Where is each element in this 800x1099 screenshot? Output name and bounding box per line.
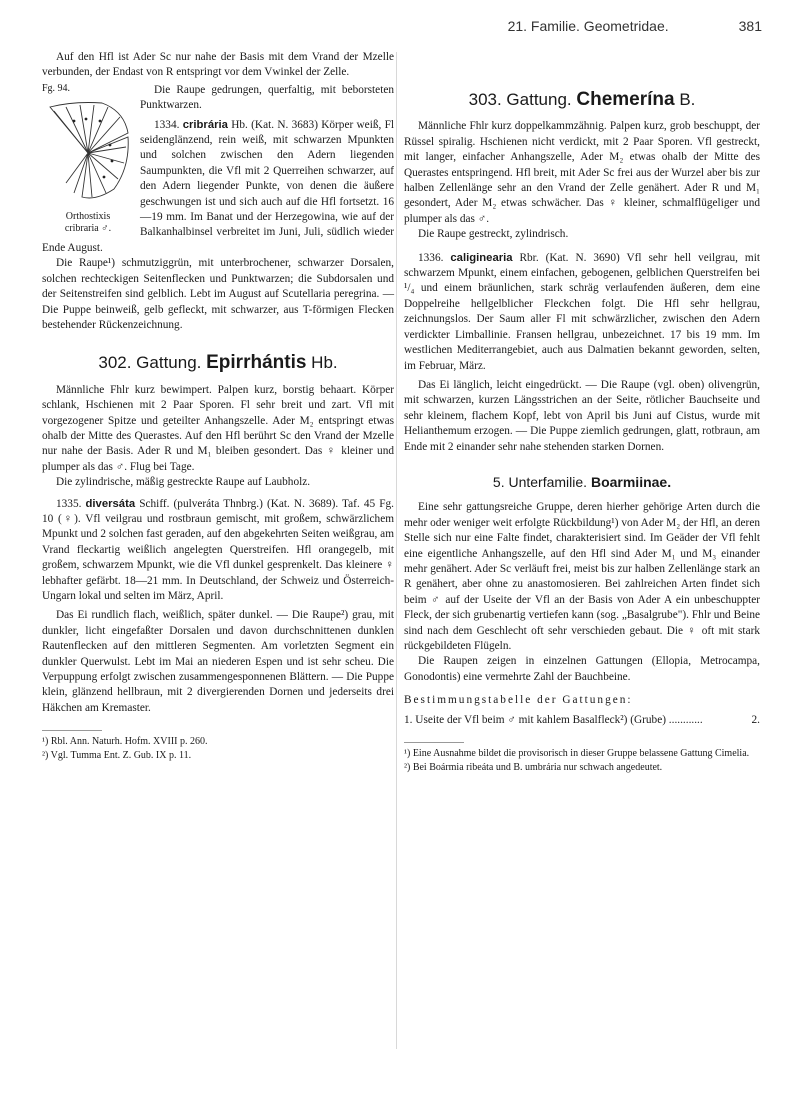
species-description: Hb. (Kat. N. 3683) Körper weiß, Fl seidenglänzend, rein weiß, mit schwarzen Mpunkten und solchen zwischen den Adern liegenden Saumpunkten, die Vfl mit 2 Querreihen schwarzer, auf den Adern liegender Punkte, von denen die äußere geschwungen ist und sich auch auf die Hfl fortsetzt. 16—19 mm. Im Banat und der Herzegowina, wie auf der Balkanhalbinsel verbreitet im Juni, Juli, südlich wieder Ende August. (42, 118, 395, 254)
genus-author: B. (679, 90, 696, 109)
subfamily-raupen: Die Raupen zeigen in einzelnen Gattungen (Ellopia, Metrocampa, Gonodontis) eine vermehrte Zahl der Bauchbeine. (404, 655, 760, 683)
key-row-text: 1. Useite der Vfl beim ♂ mit kahlem Basalfleck²) (Grube) ............ (404, 713, 703, 726)
raupe-intro: Die Raupe gedrungen, querfaltig, mit beborsteten Punktwarzen. (140, 83, 394, 112)
species-description: Schiff. (pulveráta Thnbrg.) (Kat. N. 3689). Taf. 45 Fg. 10 (♀). Vfl veilgrau und rostbraun gemischt, mit großem, schwärzlichem Mpunkt und 2 solchen fast geraden, auf den abgekehrten Seiten weißgrau, am Vrand fleckartig weißlich angelegten Querstreifen. Hfl orangegelb, mit großem, schwarzem Mpunkt, wie die Vfl dunkel gesprenkelt. Das kleinere ♀ lebhafter gefärbt. 18—21 mm. In Deutschland, der Schweiz und Österreich-Ungarn lokal und selten im März, April. (42, 497, 394, 602)
key-table-title: Bestimmungstabelle der Gattungen: (404, 694, 633, 707)
moth-wing-illustration (44, 97, 132, 209)
species-1334-raupe: Die Raupe¹) schmutziggrün, mit unterbrochener, schwarzer Dorsalen, solchen rechteckigen Seitenflecken und Punktwarzen; die Subdorsalen und der Seitenstreifen sind gelblich. Lebt im August auf Scutellaria peregrina. — Die Puppe beinweiß, gelb gefleckt, mit schwarzer, aus T-förmigen Flecken bestehender Rückenzeichnung. (42, 257, 394, 331)
left-column (42, 50, 394, 763)
page-number: 381 (738, 18, 762, 34)
figure-label: Fg. 94. (42, 82, 71, 94)
species-name: diversáta (85, 497, 136, 510)
species-number: 1334. (154, 118, 180, 131)
footnote-2: ²) Bei Boármia ribeáta und B. umbrária nur schwach angedeutet. (404, 762, 663, 774)
genus-name: Chemerína (576, 89, 675, 110)
species-1335 (42, 497, 394, 605)
key-row-target: 2. (751, 713, 760, 726)
species-1336 (404, 251, 760, 374)
genus-302-description: Männliche Fhlr kurz bewimpert. Palpen kurz, borstig behaart. Körper schlank, Hschienen mit 2 Paar Sporen. Fl sehr breit und zart. Vfl mit vorgezogener Spitze und geteilter Anhangszelle. Ader M₂ entspringt etwas ohalb der Mitte des Querastes. Auf den Hfl berührt Sc den Vrand der Mzelle nur nahe der Basis. Ader R und M₁ bleiben gesondert. Das ♀ kleiner und plumper als das ♂. Flug bei Tage. (42, 383, 394, 473)
footnote-rule (404, 742, 464, 743)
genus-name: Epirrhántis (206, 352, 307, 374)
species-name: caliginearia (450, 251, 513, 264)
genus-303-raupe: Die Raupe gestreckt, zylindrisch. (418, 228, 569, 241)
right-column (404, 50, 760, 775)
species-1335-ei: Das Ei rundlich flach, weißlich, später dunkel. — Die Raupe²) grau, mit dunkler, licht eingefaßter Dorsalen und davon durchschnittenen dunklen Rautenflecken auf den mittleren Segmenten. Am vorletzten Segment ein dunkler Querwulst. Lebt im Mai an niederen Espen und ist sehr scheu. Die Verpuppung erfolgt zwischen zusammengesponnenen Blättern. — Die Puppe klein, glänzend hellbraun, mit 2 divergierenden Dornen und jederseits drei Häkchen am Kremaster. (42, 609, 394, 714)
figure-94 (42, 83, 134, 235)
footnote-rule (42, 730, 102, 731)
key-table-row (404, 713, 760, 728)
subfamily-name: Boarmiinae. (590, 473, 672, 490)
footnote-1: ¹) Eine Ausnahme bildet die provisorisch in dieser Gruppe belassene Gattung Cimelia. (404, 748, 750, 760)
species-number: 1336. (418, 251, 444, 264)
genus-303-heading (404, 89, 760, 110)
page-header (40, 18, 762, 34)
running-title: 21. Familie. Geometridae. (507, 18, 669, 34)
figure-caption-species: cribraria ♂. (64, 222, 112, 234)
species-number: 1335. (56, 497, 82, 510)
species-description: Rbr. (Kat. N. 3690) Vfl sehr hell veilgrau, mit schwarzem Mpunkt, einem einfachen, gebogenen, gelblichen Querstreifen bei ¹/₄ und einem bräunlichen, stark schräg verlaufenden äußeren, dem eine Doppelreihe hellgelblicher Fleckchen folgt. Die Hfl sehr hellgrau, zeichnungslos. Der Saum aller Fl mit schwärzlicher, zwischen den Adern verdickter Limballinie. Fransen hellgrau, unbezeichnet. 17 bis 19 mm. Im westlichen Mediterrangebiet, auch aus Dalmatien bekannt geworden, selten, im Februar, März. (404, 251, 760, 372)
genus-prefix: 303. Gattung. (468, 90, 572, 109)
footnotes-right (404, 742, 760, 774)
genus-303-description: Männliche Fhlr kurz doppelkammzähnig. Palpen kurz, grob beschuppt, der Rüssel spiralig. Hschienen nicht verdickt, mit 2 Paar Sporen. Vfl gestreckt, mit langer, einfacher Anhangszelle, Ader M₂ etwas ohalb der Mitte des Querastes entspringend. Hfl breit, mit Ader Sc frei aus der Wurzel aber bis zur halben Zellenlänge sehr an den Vrand der Zelle genähert. Ader R und M₁ gesondert, Ader M₂ etwas schwächer. Das ♀ kleiner, schmalflügeliger und plumper als das ♂. (404, 120, 760, 225)
footnote-1: ¹) Rbl. Ann. Naturh. Hofm. XVIII p. 260. (42, 736, 208, 748)
intro-paragraph: Auf den Hfl ist Ader Sc nur nahe der Basis mit dem Vrand der Mzelle verbunden, der Endast von R entspringt vor dem Vwinkel der Zelle. (42, 51, 394, 79)
species-name: cribrária (182, 118, 228, 131)
genus-author: Hb. (311, 353, 338, 373)
subfamily-description: Eine sehr gattungsreiche Gruppe, deren hierher gehörige Arten durch die mehr oder weniger weit erfolgte Rückbildung¹) von Ader M₂ der Hfl, an deren Stelle sich nur eine Falte findet, charakterisiert sind. Im Geäder der Vfl fehlt eine eigentliche Anhangszelle, auf den Hfl sind Ader M₁ und M₃ einander mehr genähert. Ader Sc verläuft frei, meist bis zur halben Zellenlänge stark an R genähert, aber ohne zu anastomosieren. Bei zahlreichen Arten findet sich beim ♂ auf der Useite der Vfl an der Basis von Ader A ein unbeschuppter Fleck, der sich grubenartig vertiefen kann (sog. „Basalgrube"). Fhlr und Beine sind nach dem Geschlecht oft sehr verschieden gebaut. Die ♀ oft mit stark rückgebildeten Flügeln. (404, 501, 760, 652)
genus-302-heading (42, 352, 394, 374)
genus-302-raupe: Die zylindrische, mäßig gestreckte Raupe auf Laubholz. (56, 476, 311, 489)
footnotes-left (42, 730, 394, 762)
footnote-2: ²) Vgl. Tumma Ent. Z. Gub. IX p. 11. (42, 750, 192, 762)
figure-caption-genus: Orthostixis (65, 210, 111, 222)
column-divider (396, 52, 397, 1049)
species-1336-ei: Das Ei länglich, leicht eingedrückt. — Die Raupe (vgl. oben) olivengrün, mit schwarzen, kurzen Längsstrichen an der Seite, rötlicher Bauchseite und sehr kleinem, flachem Kopf, lebt von April bis Juni auf Cistus, wurde mit Helianthemum erzogen. — Die Puppe ziemlich gedrungen, glatt, rotbraun, am Ende mit 2 einander sehr nahe stehenden starken Dornen. (404, 378, 760, 453)
subfamily-prefix: 5. Unterfamilie. (492, 473, 588, 490)
genus-prefix: 302. Gattung. (98, 353, 202, 373)
subfamily-heading (404, 475, 760, 490)
